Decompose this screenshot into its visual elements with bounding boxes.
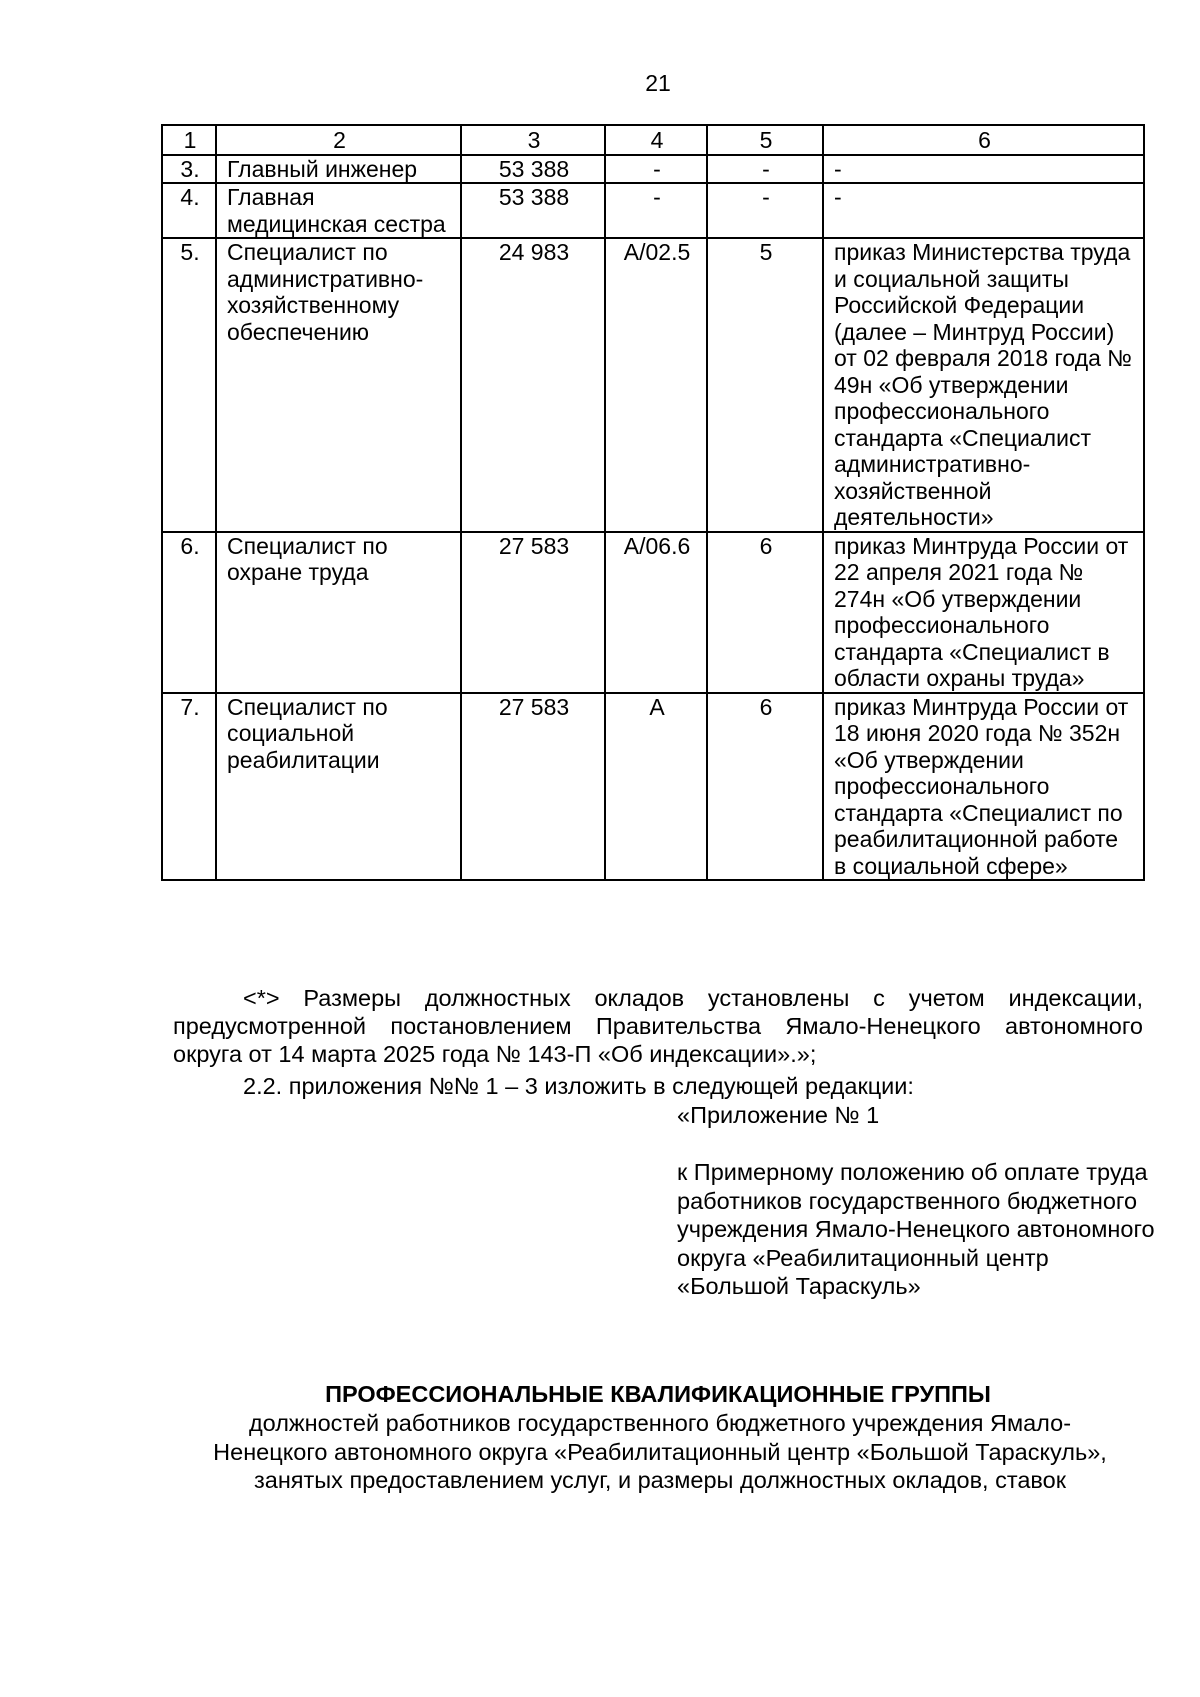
professional-standard: приказ Министерства труда и социальной защиты Российской Федерации (далее – Минтруд России) от 02 февраля 2018 года № 49н «Об утверждении профессионального стандарта «Специалист административно-хозяйственной деятельности»	[823, 238, 1144, 532]
appendix-title: «Приложение № 1	[677, 1102, 880, 1128]
row-number: 5.	[162, 238, 216, 532]
page-number: 21	[645, 70, 671, 96]
salary-value: 27 583	[461, 532, 605, 693]
function-code: -	[605, 155, 707, 184]
position-name: Главный инженер	[216, 155, 461, 184]
function-code: -	[605, 183, 707, 238]
spacer	[677, 1130, 1157, 1159]
row-number: 3.	[162, 155, 216, 184]
table-row	[162, 693, 1144, 881]
table-row	[162, 532, 1144, 693]
function-code: А/02.5	[605, 238, 707, 532]
section-title: ПРОФЕССИОНАЛЬНЫЕ КВАЛИФИКАЦИОННЫЕ ГРУППЫ	[325, 1381, 991, 1407]
qualification-level: 6	[707, 532, 823, 693]
professional-standard: приказ Минтруда России от 18 июня 2020 года № 352н «Об утверждении профессионального стандарта «Специалист по реабилитационной работе в социальной сфере»	[823, 693, 1144, 881]
table-row	[162, 155, 1144, 184]
column-header: 5	[707, 125, 823, 155]
amendment-clause: 2.2. приложения №№ 1 – 3 изложить в следующей редакции:	[243, 1073, 914, 1099]
salary-value: 53 388	[461, 155, 605, 184]
column-header: 2	[216, 125, 461, 155]
table-header-row	[162, 125, 1144, 155]
professional-standard: -	[823, 155, 1144, 184]
table-row	[162, 238, 1144, 532]
qualification-level: -	[707, 183, 823, 238]
staff-salary-table	[161, 124, 1145, 881]
salary-value: 53 388	[461, 183, 605, 238]
section-subtitle: должностей работников государственного бюджетного учреждения Ямало-Ненецкого автономного округа «Реабилитационный центр «Большой Тараскуль», занятых предоставлением услуг, и размеры должностных окладов, ставок	[213, 1410, 1107, 1493]
row-number: 4.	[162, 183, 216, 238]
column-header: 1	[162, 125, 216, 155]
professional-standard: -	[823, 183, 1144, 238]
table-row	[162, 183, 1144, 238]
position-name: Главная медицинская сестра	[216, 183, 461, 238]
salary-value: 27 583	[461, 693, 605, 881]
salary-value: 24 983	[461, 238, 605, 532]
column-header: 3	[461, 125, 605, 155]
column-header: 6	[823, 125, 1144, 155]
position-name: Специалист по социальной реабилитации	[216, 693, 461, 881]
column-header: 4	[605, 125, 707, 155]
footnote	[173, 984, 1143, 1068]
function-code: А/06.6	[605, 532, 707, 693]
professional-standard: приказ Минтруда России от 22 апреля 2021 года № 274н «Об утверждении профессионального стандарта «Специалист в области охраны труда»	[823, 532, 1144, 693]
row-number: 6.	[162, 532, 216, 693]
qualification-level: 5	[707, 238, 823, 532]
position-name: Специалист по административно-хозяйственному обеспечению	[216, 238, 461, 532]
appendix-text: к Примерному положению об оплате труда работников государственного бюджетного учреждения Ямало-Ненецкого автономного округа «Реабилитационный центр «Большой Тараскуль»	[677, 1159, 1155, 1299]
row-number: 7.	[162, 693, 216, 881]
qualification-level: 6	[707, 693, 823, 881]
footnote-text: <*> Размеры должностных окладов установлены с учетом индексации, предусмотренной постановлением Правительства Ямало-Ненецкого автономного округа от 14 марта 2025 года № 143-П «Об индексации».»;	[173, 985, 1143, 1067]
appendix-caption	[677, 1101, 1157, 1301]
position-name: Специалист по охране труда	[216, 532, 461, 693]
function-code: А	[605, 693, 707, 881]
qualification-level: -	[707, 155, 823, 184]
